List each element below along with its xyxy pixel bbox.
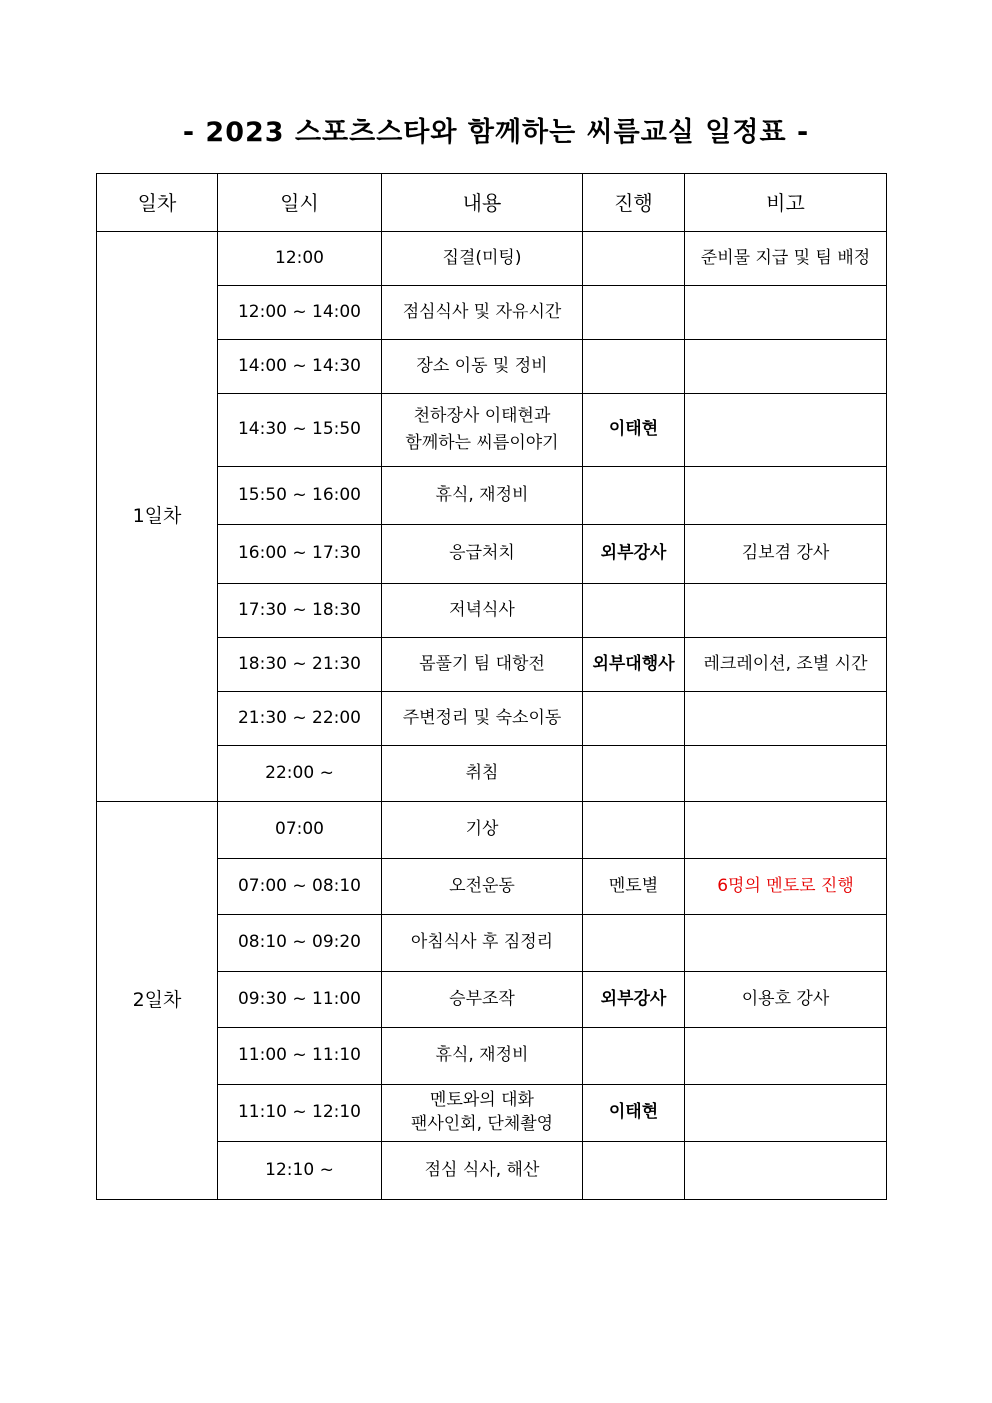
header-note: 비고	[685, 174, 887, 232]
content-cell	[382, 340, 583, 394]
content-line: 팬사인회, 단체촬영	[410, 1114, 554, 1134]
time-cell: 14:00 ~ 14:30	[218, 340, 382, 394]
content-line: 장소 이동 및 정비	[416, 355, 548, 376]
content-cell	[382, 394, 583, 467]
content-cell	[382, 859, 583, 915]
lead-cell	[583, 286, 685, 340]
note-cell	[685, 584, 887, 638]
content-cell	[382, 746, 583, 802]
content-line: 점심식사 및 자유시간	[402, 301, 562, 322]
lead-cell	[583, 746, 685, 802]
content-line: 오전운동	[449, 875, 515, 896]
note-cell	[685, 1028, 887, 1085]
time-cell: 22:00 ~	[218, 746, 382, 802]
day-cell-1: 1일차	[97, 232, 218, 802]
content-cell	[382, 525, 583, 584]
note-cell	[685, 394, 887, 467]
content-line: 기상	[465, 819, 499, 840]
note-cell	[685, 746, 887, 802]
note-cell: 김보겸 강사	[685, 525, 887, 584]
time-cell: 21:30 ~ 22:00	[218, 692, 382, 746]
content-line: 저녁식사	[449, 599, 515, 620]
time-cell: 08:10 ~ 09:20	[218, 915, 382, 972]
lead-cell: 이태현	[583, 1085, 685, 1142]
time-cell: 11:00 ~ 11:10	[218, 1028, 382, 1085]
content-cell	[382, 802, 583, 859]
note-cell	[685, 1142, 887, 1200]
time-cell: 09:30 ~ 11:00	[218, 972, 382, 1028]
note-cell	[685, 1085, 887, 1142]
lead-cell	[583, 340, 685, 394]
note-cell	[685, 340, 887, 394]
time-cell: 14:30 ~ 15:50	[218, 394, 382, 467]
content-line: 몸풀기 팀 대항전	[419, 653, 545, 674]
time-cell: 17:30 ~ 18:30	[218, 584, 382, 638]
note-cell: 6명의 멘토로 진행	[685, 859, 887, 915]
lead-cell	[583, 915, 685, 972]
content-cell	[382, 1028, 583, 1085]
lead-cell	[583, 802, 685, 859]
note-cell	[685, 286, 887, 340]
content-line: 점심 식사, 해산	[424, 1159, 540, 1180]
time-cell: 07:00	[218, 802, 382, 859]
table-header-row	[97, 174, 887, 232]
page-title: - 2023 스포츠스타와 함께하는 씨름교실 일정표 -	[182, 117, 810, 148]
lead-cell	[583, 1028, 685, 1085]
content-line: 멘토와의 대화	[430, 1090, 534, 1111]
time-cell: 11:10 ~ 12:10	[218, 1085, 382, 1142]
content-line: 주변정리 및 숙소이동	[402, 707, 562, 728]
content-line: 승부조작	[449, 988, 515, 1009]
content-line: 휴식, 재정비	[435, 1045, 529, 1066]
lead-cell: 외부강사	[583, 525, 685, 584]
lead-cell	[583, 1142, 685, 1200]
time-cell: 15:50 ~ 16:00	[218, 467, 382, 525]
time-cell: 12:10 ~	[218, 1142, 382, 1200]
note-cell	[685, 802, 887, 859]
lead-cell	[583, 232, 685, 286]
content-cell	[382, 1142, 583, 1200]
lead-cell: 이태현	[583, 394, 685, 467]
content-line: 함께하는 씨름이야기	[405, 433, 559, 453]
content-line: 휴식, 재정비	[435, 484, 529, 505]
table-row	[97, 232, 887, 286]
schedule-table	[96, 173, 887, 1200]
content-line: 취침	[465, 762, 499, 783]
header-time: 일시	[218, 174, 382, 232]
note-cell: 레크레이션, 조별 시간	[685, 638, 887, 692]
lead-cell: 외부대행사	[583, 638, 685, 692]
content-line: 천하장사 이태현과	[413, 405, 551, 426]
lead-cell: 외부강사	[583, 972, 685, 1028]
note-cell	[685, 915, 887, 972]
header-content: 내용	[382, 174, 583, 232]
lead-cell: 멘토별	[583, 859, 685, 915]
content-line: 아침식사 후 짐정리	[410, 932, 554, 953]
lead-cell	[583, 584, 685, 638]
content-cell	[382, 1085, 583, 1142]
time-cell: 07:00 ~ 08:10	[218, 859, 382, 915]
header-lead: 진행	[583, 174, 685, 232]
note-cell: 이용호 강사	[685, 972, 887, 1028]
content-cell	[382, 286, 583, 340]
content-cell	[382, 692, 583, 746]
table-row	[97, 802, 887, 859]
time-cell: 18:30 ~ 21:30	[218, 638, 382, 692]
note-cell: 준비물 지급 및 팀 배정	[685, 232, 887, 286]
content-cell	[382, 638, 583, 692]
header-day: 일차	[97, 174, 218, 232]
time-cell: 12:00 ~ 14:00	[218, 286, 382, 340]
content-cell	[382, 232, 583, 286]
content-cell	[382, 972, 583, 1028]
lead-cell	[583, 467, 685, 525]
lead-cell	[583, 692, 685, 746]
content-line: 응급처치	[449, 543, 515, 564]
time-cell: 16:00 ~ 17:30	[218, 525, 382, 584]
day-cell-2: 2일차	[97, 802, 218, 1200]
note-cell	[685, 692, 887, 746]
content-cell	[382, 467, 583, 525]
content-cell	[382, 915, 583, 972]
content-line: 집결(미팅)	[442, 247, 522, 268]
content-cell	[382, 584, 583, 638]
time-cell: 12:00	[218, 232, 382, 286]
note-cell	[685, 467, 887, 525]
